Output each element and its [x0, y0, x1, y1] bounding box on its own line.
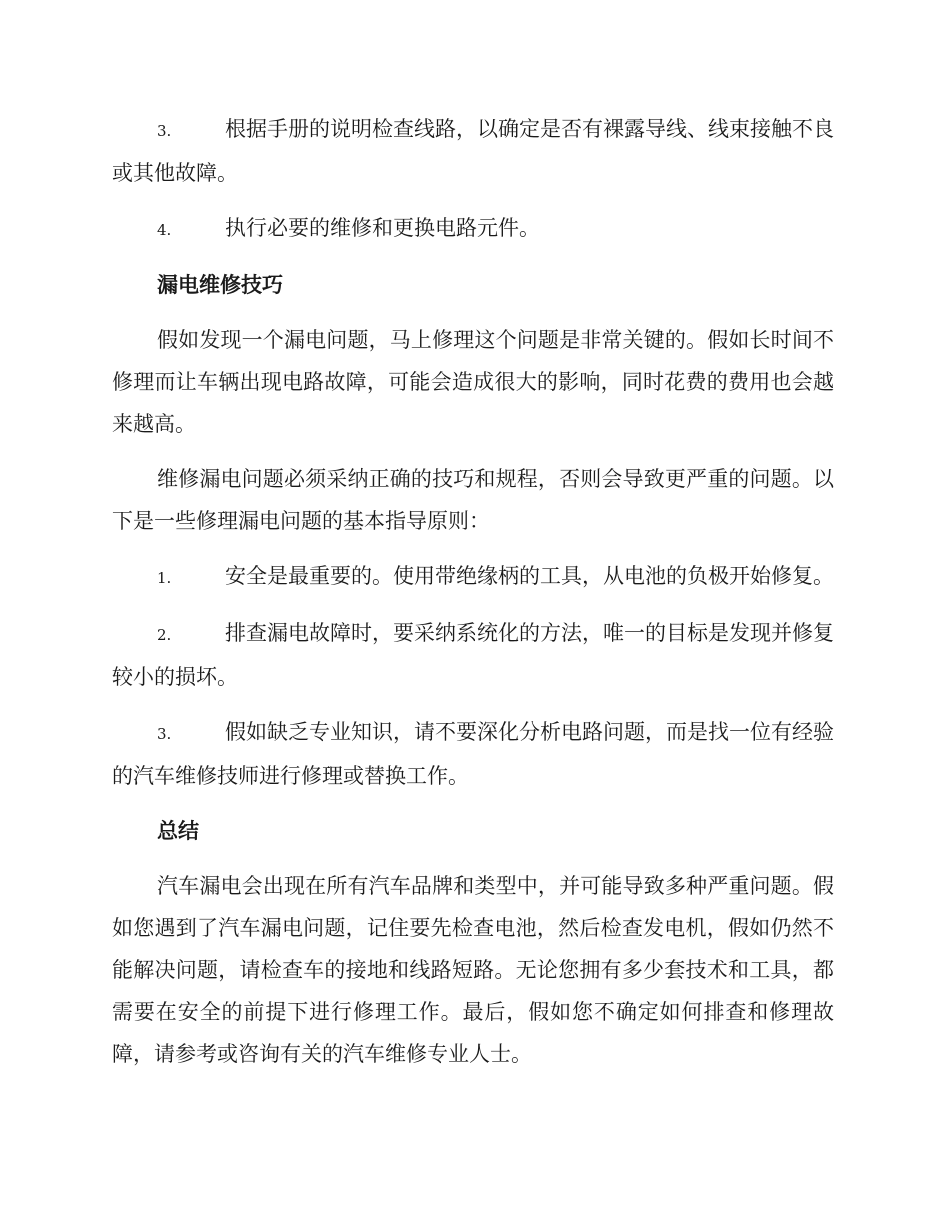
section-heading-summary: 总结 [157, 818, 199, 843]
paragraph-summary: 汽车漏电会出现在所有汽车品牌和类型中，并可能导致多种严重问题。假如您遇到了汽车漏电问题，记住要先检查电池，然后检查发电机，假如仍然不能解决问题，请检查车的接地和线路短路。无论您拥有多少套技术和工具，都需要在安全的前提下进行修理工作。最后，假如您不确定如何排查和修理故障，请参考或咨询有关的汽车维修专业人士。 [112, 874, 834, 1066]
list-item-check-wiring [112, 108, 834, 194]
list-number: 4. [157, 221, 172, 239]
list-number: 2. [157, 626, 172, 644]
list-item-systematic [112, 612, 834, 698]
list-item-safety [112, 555, 834, 599]
list-text: 根据手册的说明检查线路，以确定是否有裸露导线、线束接触不良或其他故障。 [112, 117, 834, 185]
paragraph-urgency: 假如发现一个漏电问题，马上修理这个问题是非常关键的。假如长时间不修理而让车辆出现电路故障，可能会造成很大的影响，同时花费的费用也会越来越高。 [112, 328, 834, 436]
list-text: 安全是最重要的。使用带绝缘柄的工具，从电池的负极开始修复。 [225, 564, 834, 588]
list-text: 排查漏电故障时，要采纳系统化的方法，唯一的目标是发现并修复较小的损坏。 [112, 621, 834, 689]
list-item-expert [112, 711, 834, 797]
section-heading-repair-tips: 漏电维修技巧 [157, 272, 283, 297]
list-text: 执行必要的维修和更换电路元件。 [225, 216, 540, 240]
list-text: 假如缺乏专业知识，请不要深化分析电路问题，而是找一位有经验的汽车维修技师进行修理或替换工作。 [112, 720, 834, 788]
paragraph-guidelines-intro: 维修漏电问题必须采纳正确的技巧和规程，否则会导致更严重的问题。以下是一些修理漏电问题的基本指导原则： [112, 467, 834, 533]
list-number: 3. [157, 725, 172, 743]
list-item-repair-components [112, 207, 834, 251]
document-body [112, 108, 834, 1088]
list-number: 3. [157, 122, 172, 140]
list-number: 1. [157, 569, 172, 587]
